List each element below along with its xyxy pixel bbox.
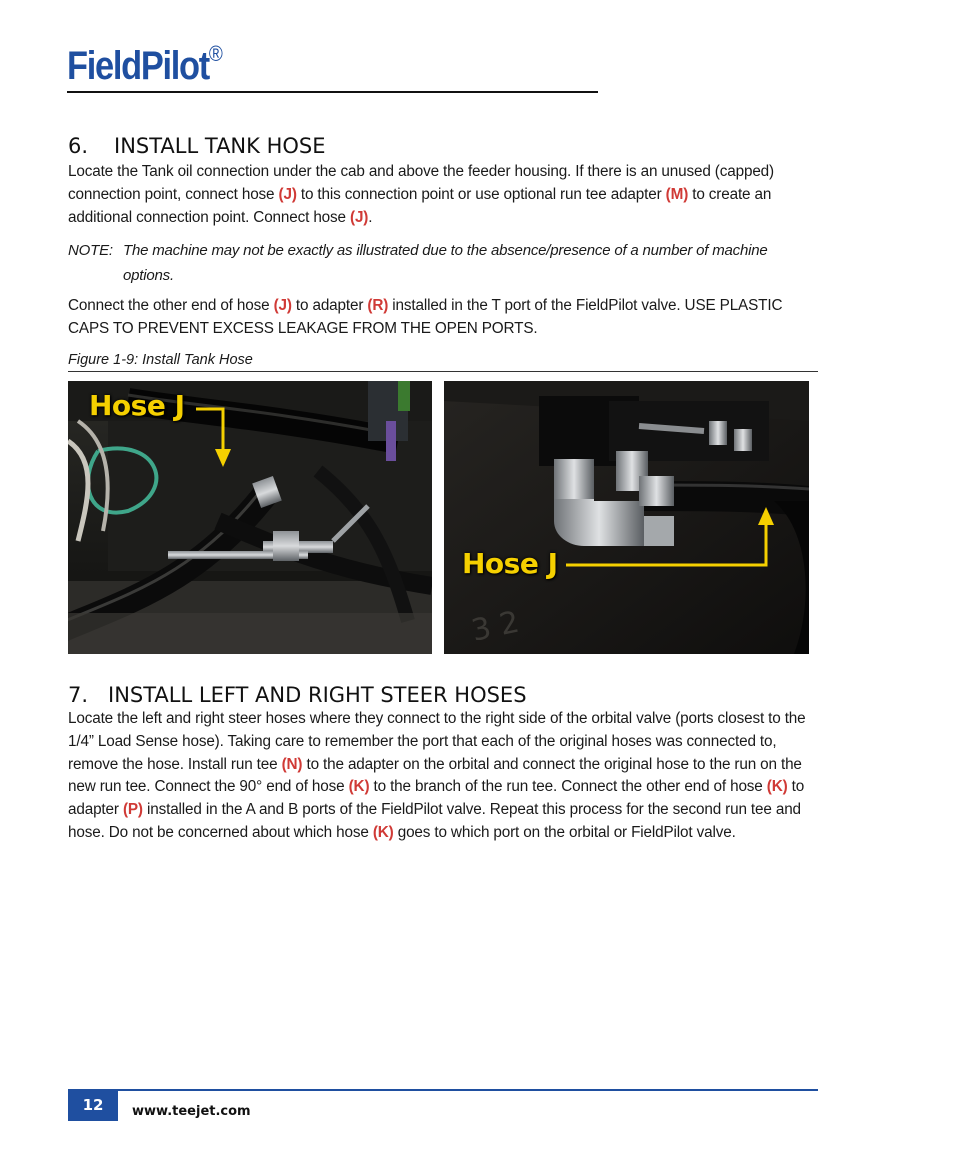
- paragraph-text: .: [368, 208, 373, 226]
- part-reference: (K): [372, 823, 394, 841]
- section-6-number: 6.: [68, 134, 89, 158]
- part-reference: (J): [350, 208, 369, 226]
- paragraph-text: installed in the T port of the FieldPilot valve. USE PLASTIC CAPS TO PREVENT EXCESS LEAKAGE FROM THE OPEN PORTS.: [68, 297, 783, 337]
- section-6-heading: [68, 134, 326, 158]
- paragraph-text: to create an additional connection point. Connect hose: [68, 185, 772, 226]
- section-7-paragraph-1: [68, 708, 820, 845]
- paragraph-text: to adapter: [68, 778, 805, 819]
- section-7-number: 7.: [68, 683, 89, 707]
- logo-text: FieldPilot: [67, 44, 209, 88]
- fieldpilot-logo: [67, 40, 223, 89]
- paragraph-text: to adapter: [291, 297, 368, 314]
- part-reference: (P): [122, 801, 143, 819]
- paragraph-text: Connect the other end of hose: [68, 297, 274, 314]
- paragraph-text: to the branch of the run tee. Connect the other end of hose: [369, 778, 767, 796]
- figure-caption: Figure 1-9: Install Tank Hose: [68, 352, 818, 372]
- svg-text:3 2: 3 2: [468, 604, 523, 649]
- part-reference: (M): [665, 185, 689, 203]
- note-text-line-2: options.: [123, 267, 174, 284]
- photo-right-illustration: [444, 381, 809, 654]
- section-6-paragraph-2: [68, 295, 820, 341]
- note-label: NOTE:: [68, 242, 113, 259]
- paragraph-text: to the adapter on the orbital and connect the original hose to the run on the new run tee. Connect the 90° end of hose: [68, 755, 802, 796]
- paragraph-text: goes to which port on the orbital or FieldPilot valve.: [393, 823, 736, 841]
- machine-note: [68, 238, 820, 288]
- header-rule: [67, 91, 598, 93]
- footer-website: www.teejet.com: [132, 1104, 251, 1119]
- part-reference: (N): [281, 755, 303, 773]
- part-reference: (R): [367, 297, 389, 314]
- part-reference: (J): [278, 185, 297, 203]
- left-photo-callout-label: Hose J: [89, 389, 185, 422]
- note-text-line-1: The machine may not be exactly as illustrated due to the absence/presence of a number of machine: [123, 242, 768, 259]
- paragraph-text: Locate the left and right steer hoses where they connect to the right side of the orbital valve (ports closest to the 1/4” Load Sense hose). Taking care to remember the port that each of the original hoses was connected to, remove the hose. Install run tee: [68, 710, 806, 773]
- part-reference: (K): [766, 778, 788, 796]
- registered-mark: ®: [208, 40, 223, 66]
- section-6-paragraph-1: [68, 161, 820, 229]
- section-6-title: INSTALL TANK HOSE: [114, 134, 326, 158]
- section-7-title: INSTALL LEFT AND RIGHT STEER HOSES: [108, 683, 527, 707]
- paragraph-text: to this connection point or use optional run tee adapter: [296, 185, 666, 203]
- footer-rule: [68, 1089, 818, 1091]
- right-photo-callout-label: Hose J: [462, 547, 558, 580]
- photo-right-tank-hose: [444, 381, 809, 654]
- paragraph-text: installed in the A and B ports of the FieldPilot valve. Repeat this process for the second run tee and hose. Do not be concerned about which hose: [68, 801, 801, 841]
- paragraph-text: Locate the Tank oil connection under the cab and above the feeder housing. If there is an unused (capped) connection point, connect hose: [68, 163, 774, 203]
- page-number: 12: [68, 1090, 118, 1121]
- part-reference: (K): [348, 778, 370, 796]
- photo-left-tank-hose: [68, 381, 432, 654]
- section-7-heading: [68, 683, 527, 707]
- part-reference: (J): [273, 297, 292, 314]
